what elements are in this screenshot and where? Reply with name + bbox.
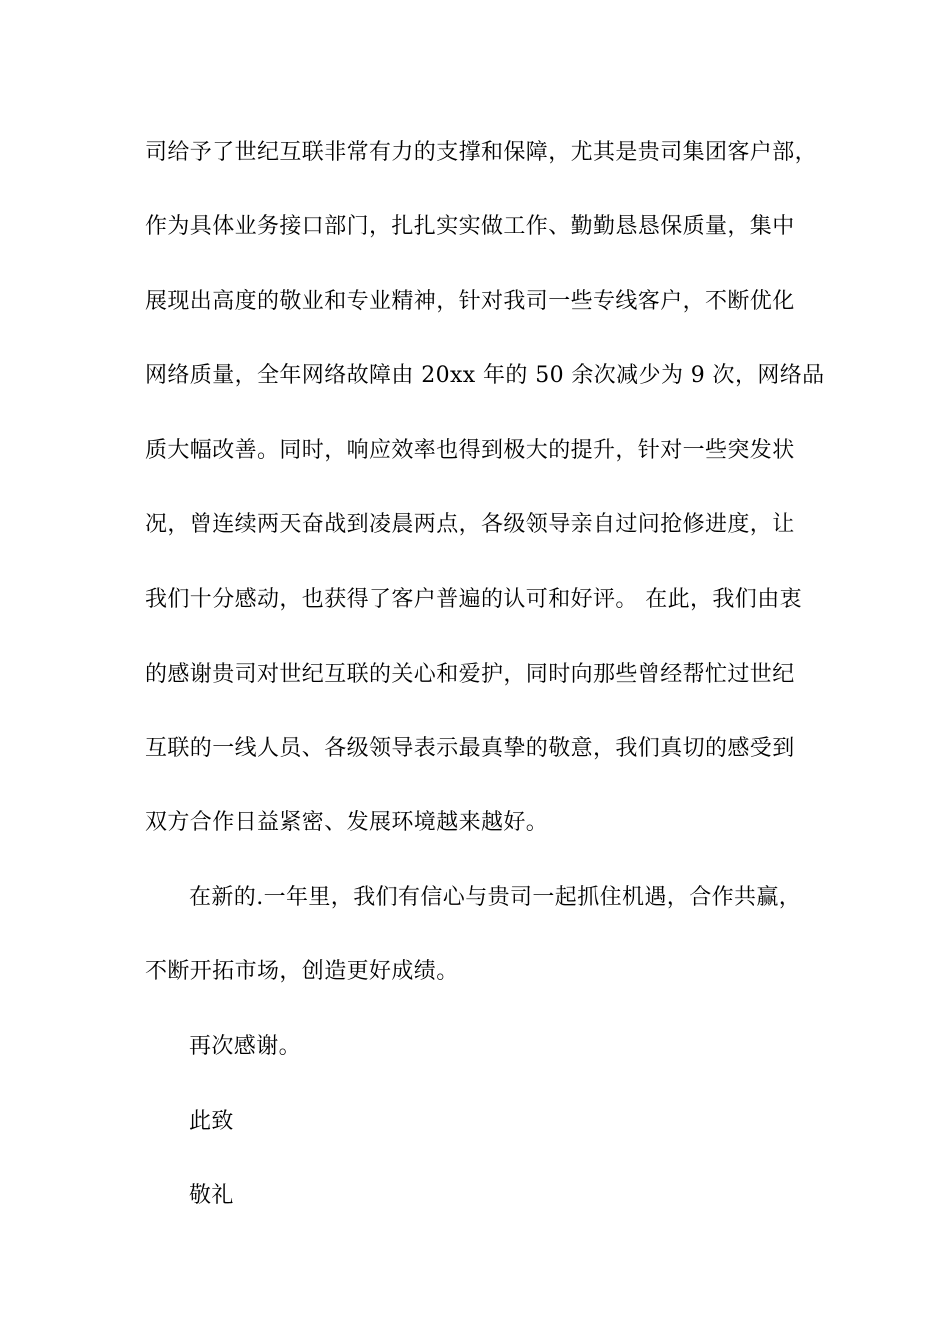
paragraph-line: 司给予了世纪互联非常有力的支撑和保障，尤其是贵司集团客户部， (145, 140, 818, 165)
paragraph-line: 展现出高度的敬业和专业精神，针对我司一些专线客户，不断优化 (145, 289, 795, 314)
paragraph-line: 作为具体业务接口部门，扎扎实实做工作、勤勤恳恳保质量，集中 (145, 214, 795, 239)
paragraph-line: 在新的.一年里，我们有信心与贵司一起抓住机遇，合作共赢， (189, 885, 802, 910)
paragraph-line: 双方合作日益紧密、发展环境越来越好。 (145, 810, 549, 835)
paragraph-line: 不断开拓市场，创造更好成绩。 (145, 959, 459, 984)
paragraph-line: 我们十分感动，也获得了客户普遍的认可和好评。 在此，我们由衷 (145, 587, 802, 612)
closing-ci-zhi: 此致 (189, 1109, 234, 1134)
paragraph-line: 互联的一线人员、各级领导表示最真挚的敬意，我们真切的感受到 (145, 736, 795, 761)
paragraph-line: 质大幅改善。同时，响应效率也得到极大的提升，针对一些突发状 (145, 438, 795, 463)
paragraph-line: 况，曾连续两天奋战到凌晨两点，各级领导亲自过问抢修进度，让 (145, 512, 795, 537)
closing-jing-li: 敬礼 (189, 1183, 234, 1208)
paragraph-line: 网络质量，全年网络故障由 20xx 年的 50 余次减少为 9 次，网络品 (145, 363, 825, 388)
thanks-line: 再次感谢。 (189, 1034, 302, 1059)
paragraph-line: 的感谢贵司对世纪互联的关心和爱护，同时向那些曾经帮忙过世纪 (145, 662, 795, 687)
